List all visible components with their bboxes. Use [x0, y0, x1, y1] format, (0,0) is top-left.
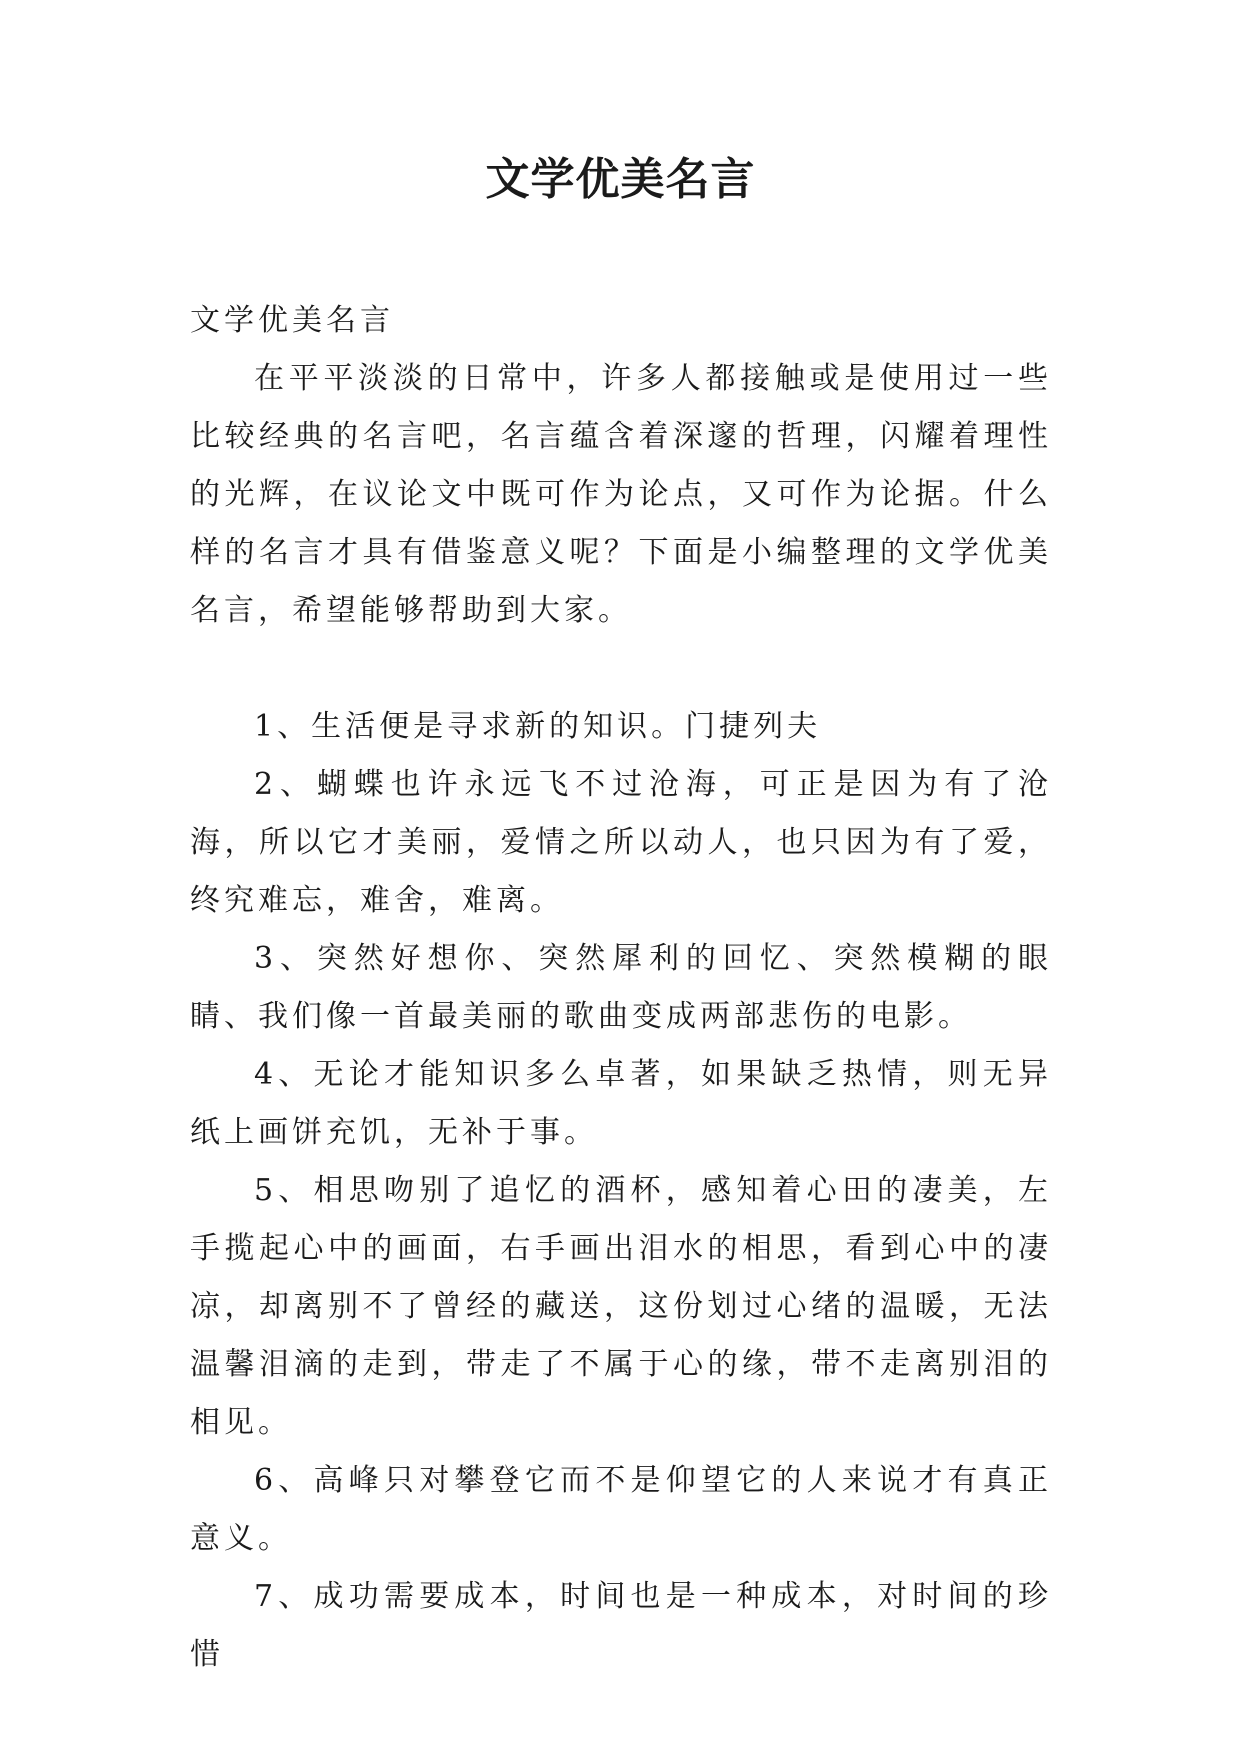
quote-item-7: 7、成功需要成本，时间也是一种成本，对时间的珍惜 [190, 1579, 1052, 1672]
quote-item-1: 1、生活便是寻求新的知识。门捷列夫 [254, 709, 822, 744]
intro-paragraph: 在平平淡淡的日常中，许多人都接触或是使用过一些比较经典的名言吧，名言蕴含着深邃的哲理，闪耀着理性的光辉，在议论文中既可作为论点，又可作为论据。什么样的名言才具有借鉴意义呢？下面是小编整理的文学优美名言，希望能够帮助到大家。 [190, 361, 1052, 628]
paragraph-spacer [190, 640, 1052, 698]
quote-item-2: 2、蝴蝶也许永远飞不过沧海，可正是因为有了沧海，所以它才美丽，爱情之所以动人，也只因为有了爱，终究难忘，难舍，难离。 [190, 767, 1052, 918]
document-subtitle: 文学优美名言 [190, 303, 394, 338]
document-body [190, 292, 1052, 1684]
page-title: 文学优美名言 [485, 154, 756, 205]
quote-item-4: 4、无论才能知识多么卓著，如果缺乏热情，则无异纸上画饼充饥，无补于事。 [190, 1057, 1052, 1150]
quote-item-6: 6、高峰只对攀登它而不是仰望它的人来说才有真正意义。 [190, 1463, 1052, 1556]
quote-item-3: 3、突然好想你、突然犀利的回忆、突然模糊的眼睛、我们像一首最美丽的歌曲变成两部悲伤的电影。 [190, 941, 1052, 1034]
quote-item-5: 5、相思吻别了追忆的酒杯，感知着心田的凄美，左手揽起心中的画面，右手画出泪水的相思，看到心中的凄凉，却离别不了曾经的藏送，这份划过心绪的温暖，无法温馨泪滴的走到，带走了不属于心的缘，带不走离别泪的相见。 [190, 1173, 1052, 1440]
